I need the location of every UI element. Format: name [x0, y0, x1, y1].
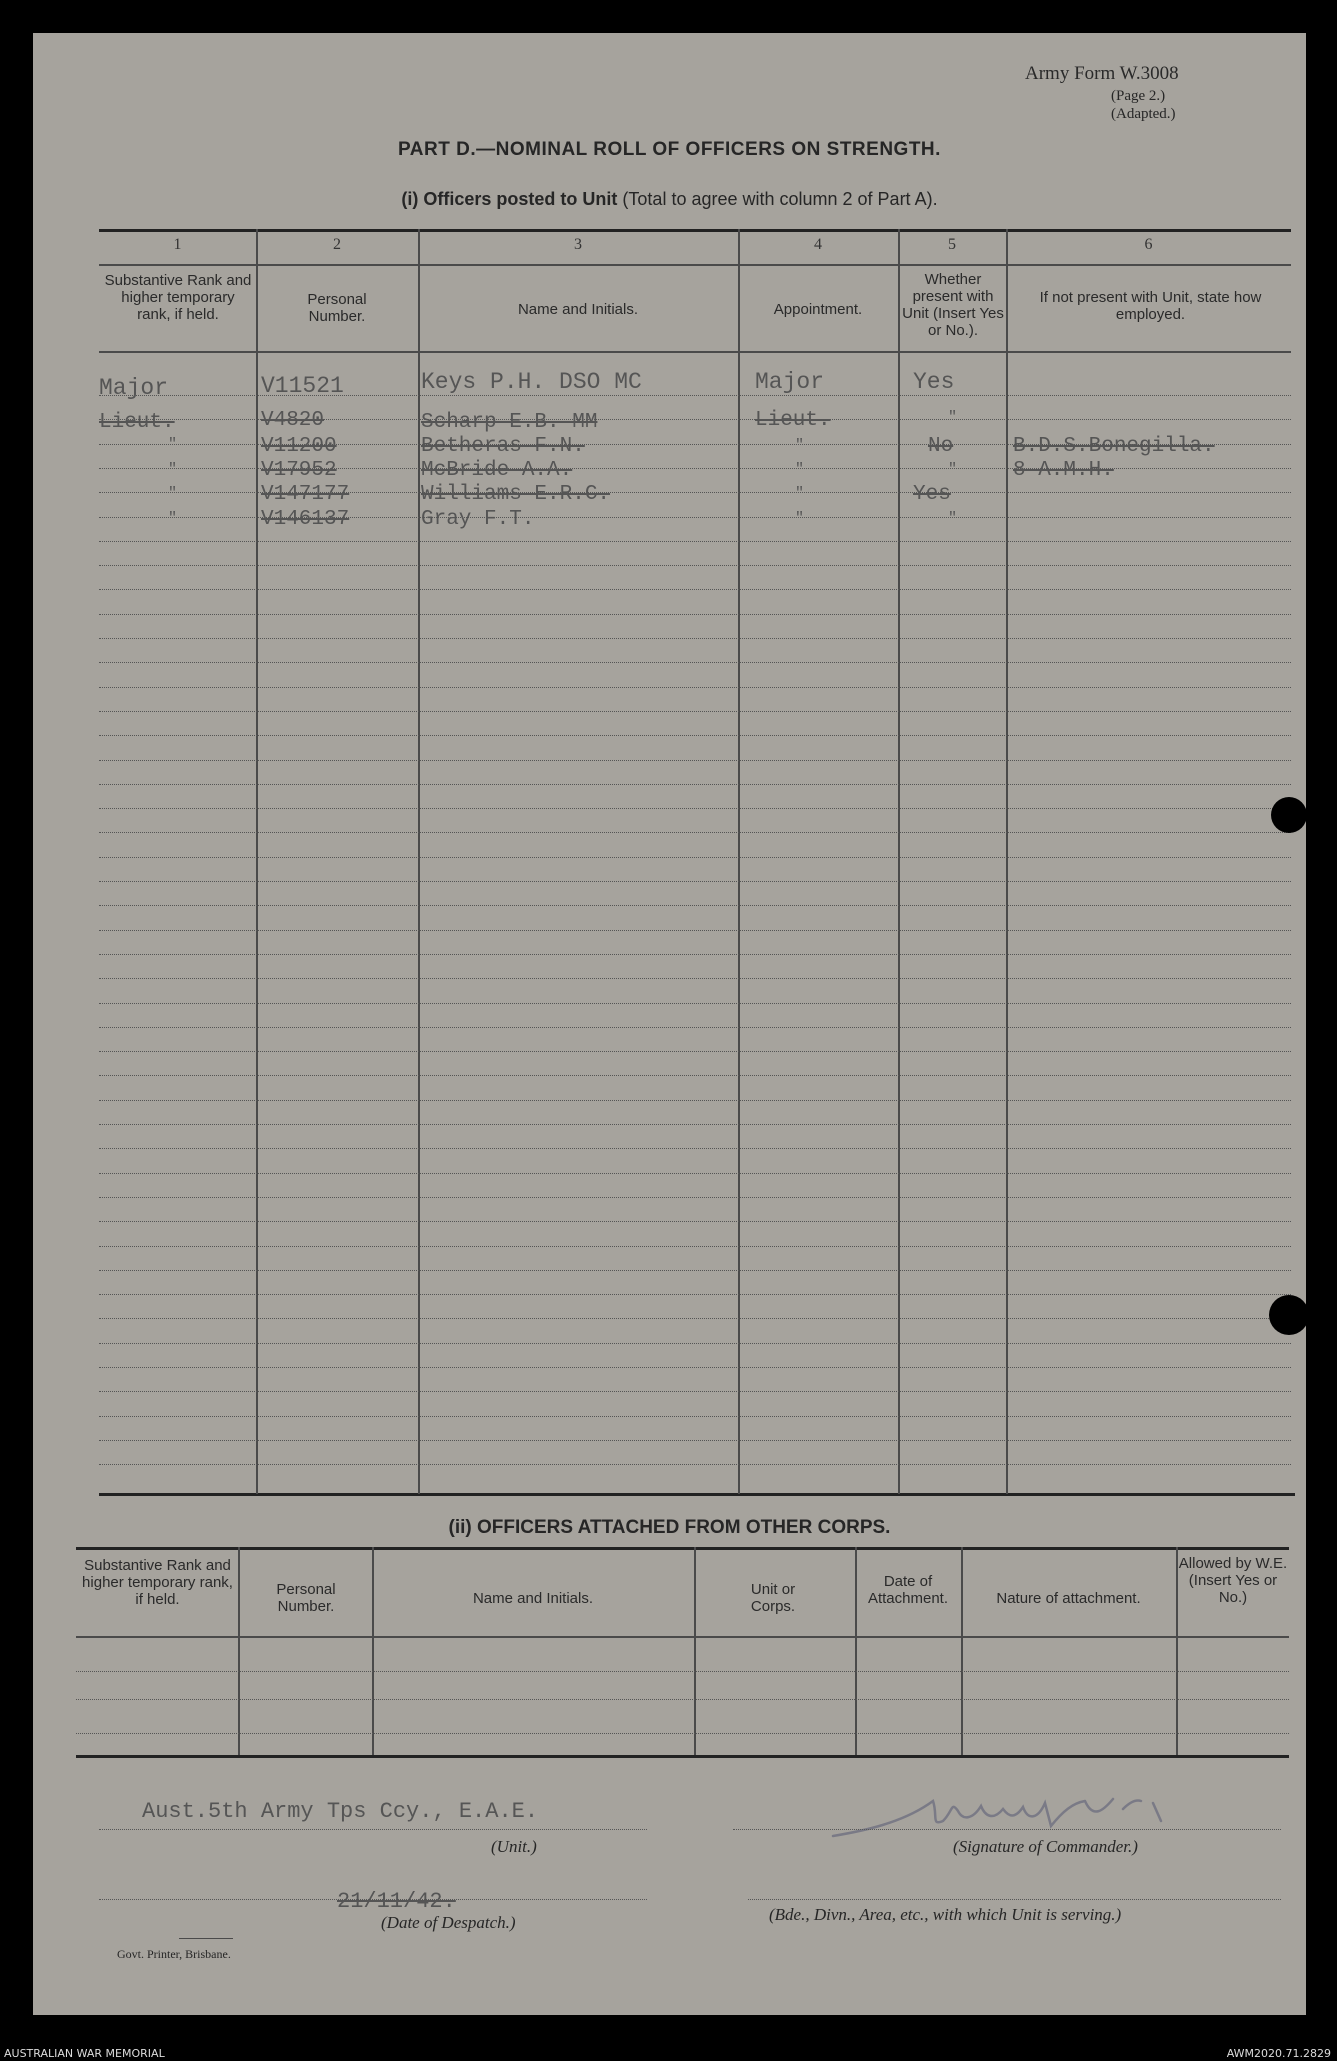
ruled-line [99, 1173, 1291, 1174]
ruled-line [99, 954, 1291, 955]
ruled-line [99, 881, 1291, 882]
ruled-line [99, 930, 1291, 931]
ruled-line [99, 638, 1291, 639]
ruled-line [99, 711, 1291, 712]
col-number-2: 2 [333, 236, 341, 253]
ruled-line [99, 565, 1291, 566]
header-name: Name and Initials. [517, 301, 639, 318]
row1-present: Yes [913, 369, 955, 395]
ruled-line [99, 1416, 1291, 1417]
ruled-line [99, 1318, 1291, 1319]
header-employed: If not present with Unit, state how employed. [1039, 289, 1262, 323]
form-title: Army Form W.3008 [1025, 63, 1179, 84]
ruled-line [99, 1246, 1291, 1247]
row1-number: V11521 [261, 373, 344, 399]
row3-rank: " [168, 436, 178, 453]
row4-employed: 8 A.M.H. [1013, 459, 1114, 482]
col-number-6: 6 [1144, 236, 1153, 253]
punch-hole-top [1271, 797, 1307, 833]
row2-present: " [948, 409, 958, 426]
row6-appointment: " [795, 510, 805, 527]
row6-present: " [948, 510, 958, 527]
row5-name: Williams E.R.C. [421, 483, 611, 506]
ruled-line [99, 662, 1291, 663]
header-rank: Substantive Rank and higher temporary rank, if held. [104, 272, 252, 323]
form-page [33, 33, 1306, 2015]
ruled-line [99, 1051, 1291, 1052]
row3-name: Betheras F.N. [421, 435, 585, 458]
printer-imprint: Govt. Printer, Brisbane. [117, 1947, 231, 1961]
ruled-line [99, 808, 1291, 809]
subtitle-normal: (Total to agree with column 2 of Part A). [622, 189, 938, 209]
row2-appointment: Lieut. [755, 409, 831, 432]
header-present: Whether present with Unit (Insert Yes or No.). [902, 271, 1004, 339]
ruled-line [76, 1733, 1289, 1734]
signature-label: (Signature of Commander.) [953, 1837, 1138, 1856]
ruled-line [99, 1100, 1291, 1101]
archive-right: AWM2020.71.2829 [1226, 2047, 1331, 2060]
unit-value: Aust.5th Army Tps Ccy., E.A.E. [142, 1799, 539, 1824]
despatch-date-value: 21/11/42. [337, 1889, 456, 1914]
ruled-line [99, 1367, 1291, 1368]
row5-present: Yes [913, 483, 951, 506]
despatch-date-label: (Date of Despatch.) [381, 1913, 516, 1932]
t2-header-nature: Nature of attachment. [996, 1590, 1141, 1607]
ruled-line [99, 614, 1291, 615]
row4-present: " [948, 461, 958, 478]
t2-header-allowed: Allowed by W.E. (Insert Yes or No.) [1178, 1555, 1288, 1606]
row4-appointment: " [795, 461, 805, 478]
ruled-line [99, 1440, 1291, 1441]
row6-name: Gray F.T. [421, 508, 535, 531]
t2-header-number: Personal Number. [276, 1581, 336, 1615]
row4-rank: " [168, 461, 178, 478]
page-title: PART D.—NOMINAL ROLL OF OFFICERS ON STRENGTH. [398, 139, 941, 160]
t2-header-date: Date of Attachment. [867, 1573, 949, 1607]
ruled-line [99, 1270, 1291, 1271]
row3-present: No [928, 435, 954, 458]
row1-appointment: Major [755, 369, 825, 395]
row2-rank: Lieut. [99, 411, 175, 434]
header-appointment: Appointment. [773, 301, 863, 318]
row1-name: Keys P.H. DSO MC [421, 369, 642, 395]
ruled-line [99, 541, 1291, 542]
ruled-line [99, 589, 1291, 590]
ruled-line [99, 857, 1291, 858]
ruled-line [99, 1027, 1291, 1028]
row6-rank: " [168, 510, 178, 527]
bde-label: (Bde., Divn., Area, etc., with which Unit is serving.) [769, 1905, 1122, 1924]
ruled-line [99, 978, 1291, 979]
ruled-line [99, 1294, 1291, 1295]
unit-label: (Unit.) [491, 1837, 537, 1856]
t2-header-rank: Substantive Rank and higher temporary rank, if held. [82, 1557, 233, 1608]
t2-header-name: Name and Initials. [472, 1590, 594, 1607]
ruled-line [99, 905, 1291, 906]
row6-number: V146137 [261, 508, 350, 531]
ruled-line [99, 1343, 1291, 1344]
punch-hole-bottom [1269, 1295, 1309, 1335]
col-number-4: 4 [814, 236, 822, 253]
row5-rank: " [168, 485, 178, 502]
t2-header-unit: Unit or Corps. [750, 1581, 796, 1615]
ruled-line [99, 687, 1291, 688]
col-number-5: 5 [948, 236, 956, 253]
header-personal-number: Personal Number. [307, 291, 367, 325]
table2-heading: (ii) OFFICERS ATTACHED FROM OTHER CORPS. [448, 1517, 891, 1538]
ruled-line [99, 1464, 1291, 1465]
row3-number: V11200 [261, 435, 337, 458]
row4-number: V17952 [261, 459, 337, 482]
form-adapted: (Adapted.) [1111, 106, 1176, 122]
ruled-line [99, 1391, 1291, 1392]
col-number-1: 1 [173, 236, 182, 253]
row3-appointment: " [795, 437, 805, 454]
row2-number: V4820 [261, 409, 325, 432]
form-page-number: (Page 2.) [1111, 88, 1166, 104]
row4-name: McBride A.A. [421, 459, 573, 482]
ruled-line [99, 1197, 1291, 1198]
archive-left: AUSTRALIAN WAR MEMORIAL [4, 2047, 165, 2060]
ruled-line [99, 832, 1291, 833]
ruled-line [99, 1124, 1291, 1125]
ruled-line [99, 1003, 1291, 1004]
ruled-line [76, 1699, 1289, 1700]
col-number-3: 3 [574, 236, 582, 253]
row5-number: V147177 [261, 483, 350, 506]
row1-rank: Major [99, 375, 169, 401]
row3-employed: B.D.S.Bonegilla. [1013, 435, 1215, 458]
subtitle-bold: (i) Officers posted to Unit [401, 189, 618, 209]
ruled-line [99, 1221, 1291, 1222]
ruled-line [99, 784, 1291, 785]
ruled-line [99, 1148, 1291, 1149]
ruled-line [99, 760, 1291, 761]
row5-appointment: " [795, 485, 805, 502]
subtitle [33, 189, 1306, 210]
ruled-line [99, 1075, 1291, 1076]
row2-name: Scharp E.B. MM [421, 411, 598, 434]
ruled-line [99, 735, 1291, 736]
ruled-line [76, 1671, 1289, 1672]
